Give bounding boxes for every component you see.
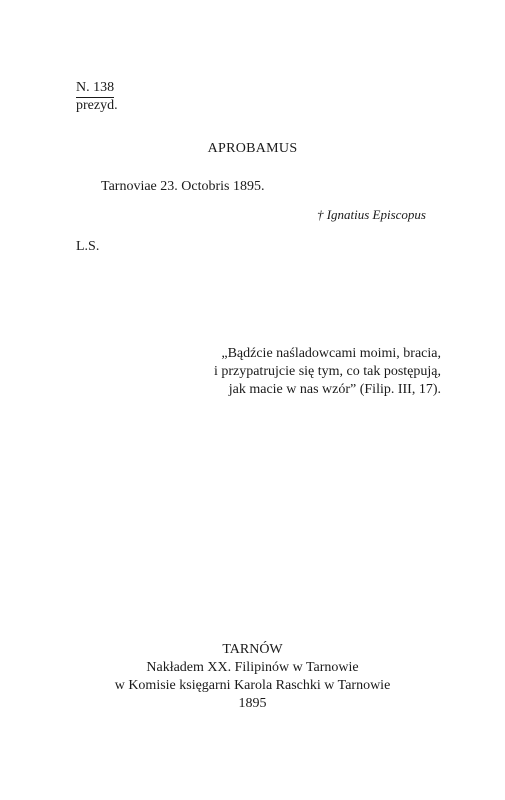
approval-title: APROBAMUS — [207, 141, 298, 156]
epigraph-quote — [214, 345, 441, 399]
epigraph-line: i przypatrujcie się tym, co tak postępują, — [213, 364, 441, 379]
imprint-city: TARNÓW — [222, 642, 283, 657]
reference-subscript: prezyd. — [76, 98, 118, 113]
reference-number: N. 138 — [76, 79, 114, 98]
seal-mark: L.S. — [76, 239, 100, 254]
imprint-year: 1895 — [238, 696, 267, 711]
epigraph-line: jak macie w nas wzór” (Filip. III, 17). — [228, 382, 441, 397]
place-date: Tarnoviae 23. Octobris 1895. — [101, 179, 265, 194]
imprint-commission: w Komisie księgarni Karola Raschki w Tarnowie — [114, 678, 391, 693]
imprint-publisher: Nakładem XX. Filipinów w Tarnowie — [146, 660, 359, 675]
imprint-block — [0, 641, 505, 713]
epigraph-line: „Bądźcie naśladowcami moimi, bracia, — [221, 346, 441, 361]
bishop-signature: † Ignatius Episcopus — [316, 207, 426, 222]
